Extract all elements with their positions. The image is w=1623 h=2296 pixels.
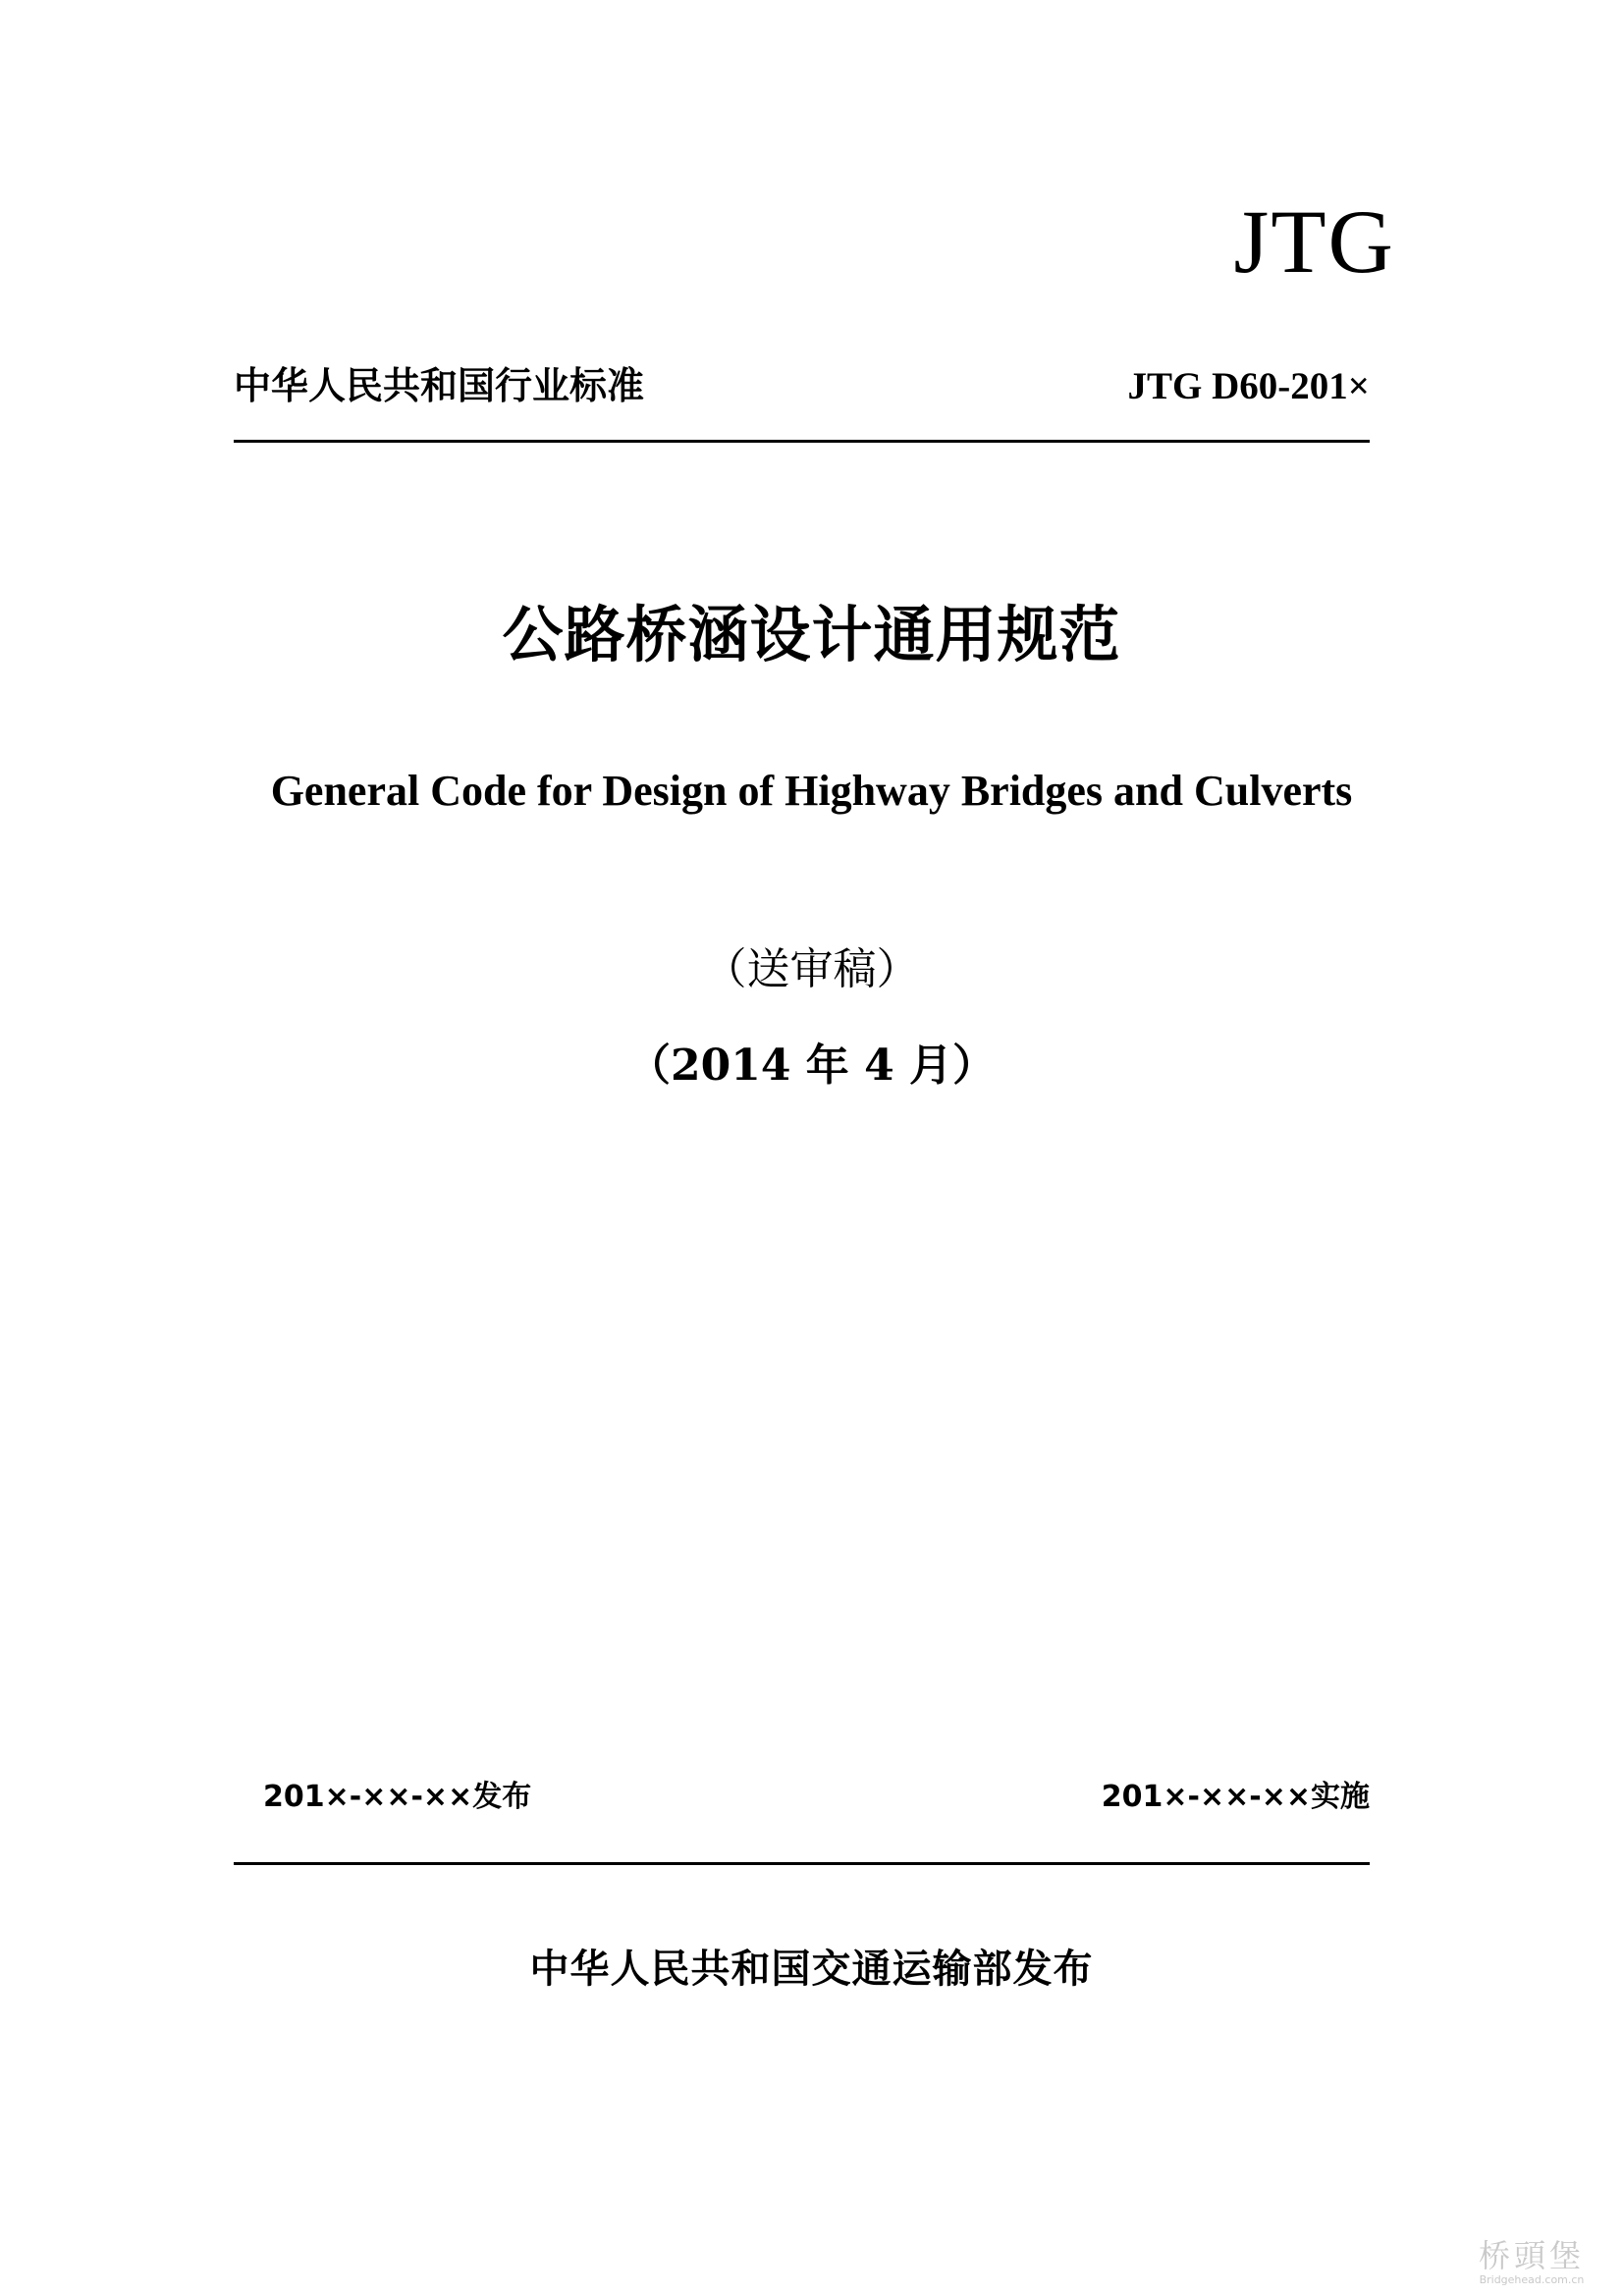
issue-date: 201×-××-××发布	[263, 1780, 532, 1814]
series-mark: JTG	[1233, 191, 1395, 292]
top-divider	[234, 440, 1370, 443]
publisher: 中华人民共和国交通运输部发布	[529, 1947, 1094, 1992]
bottom-divider	[234, 1862, 1370, 1865]
implementation-date: 201×-××-××实施	[1101, 1780, 1370, 1814]
document-title-chinese: 公路桥涵设计通用规范	[502, 599, 1121, 670]
watermark-english: Bridgehead.com.cn	[1479, 2273, 1585, 2286]
standard-category: 中华人民共和国行业标准	[234, 364, 645, 407]
standard-number: JTG D60-201×	[1127, 365, 1370, 407]
document-title-english: General Code for Design of Highway Bridges and Culverts	[270, 767, 1353, 815]
watermark-chinese: 桥頭堡	[1478, 2237, 1585, 2274]
draft-date: （2014 年 4 月）	[626, 1041, 997, 1091]
draft-status: （送审稿）	[703, 944, 920, 994]
watermark-logo	[1448, 2237, 1615, 2286]
